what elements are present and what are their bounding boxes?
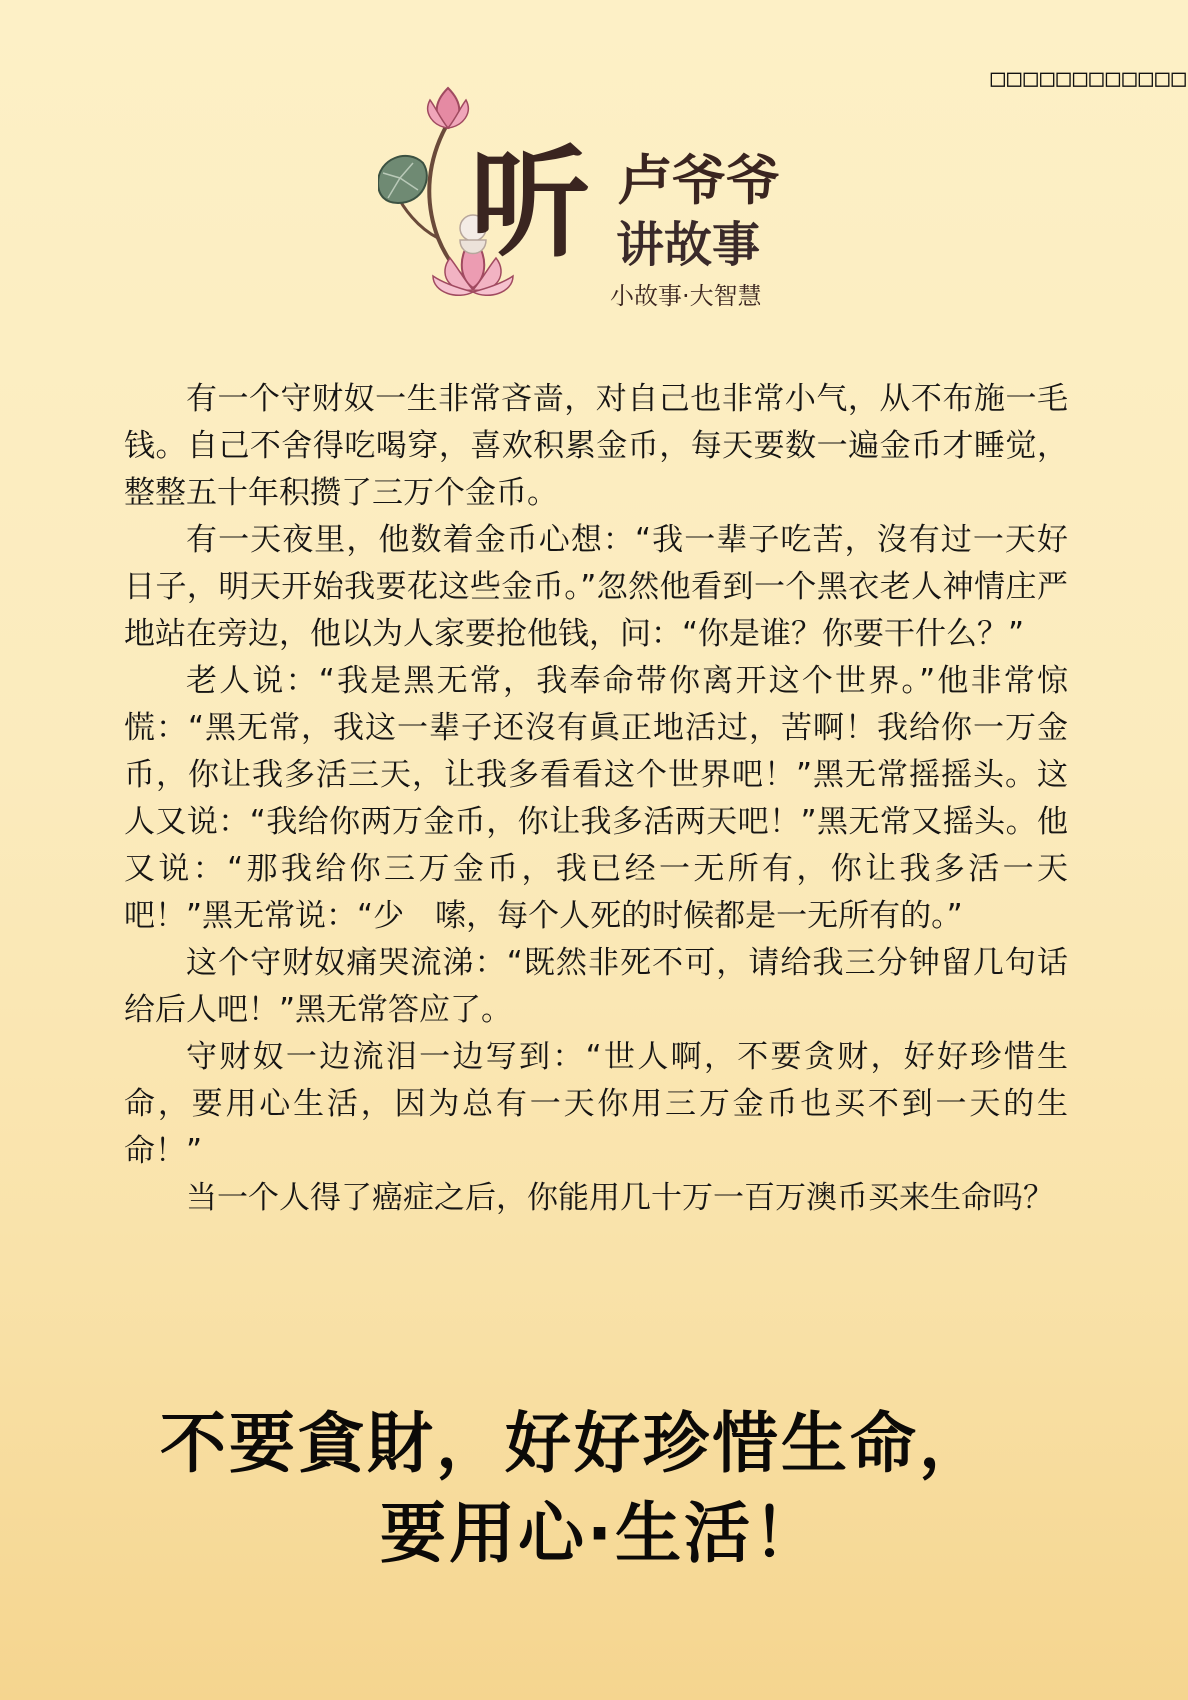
motto-line-2: 要用心·生活！: [380, 1495, 823, 1572]
story-paragraph: 有一天夜里，他数着金币心想：“我一辈子吃苦，沒有过一天好日子，明天开始我要花这些金币。”忽然他看到一个黑衣老人神情庄严地站在旁边，他以为人家要抢他钱，问：“你是谁？你要干什么？”: [124, 522, 1068, 652]
story-paragraph: 有一个守财奴一生非常吝啬，对自己也非常小气，从不布施一毛钱。自己不舍得吃喝穿，喜欢积累金币，每天要数一遍金币才睡觉，整整五十年积攒了三万个金币。: [124, 381, 1068, 511]
story-paragraph: 守财奴一边流泪一边写到：“世人啊，不要贪财，好好珍惜生命，要用心生活，因为总有一天你用三万金币也买不到一天的生命！”: [124, 1039, 1068, 1169]
logo-ting-char: 听: [470, 133, 582, 274]
lotus-leaf-icon: [378, 156, 427, 203]
motto-line-1: 不要貪財，好好珍惜生命，: [160, 1405, 988, 1482]
story-paragraph: 老人说：“我是黑无常，我奉命带你离开这个世界。”他非常惊慌：“黑无常，我这一辈子还沒有眞正地活过，苦啊！我给你一万金币，你让我多活三天，让我多看看这个世界吧！”黑无常摇摇头。这人又说：“我给你两万金币，你让我多活两天吧！”黑无常又摇头。他又说：“那我给你三万金币，我已经一无所有，你让我多活一天吧！”黑无常说：“少 嗦，每个人死的时候都是一无所有的。”: [124, 663, 1068, 934]
story-text: [124, 376, 1068, 1222]
story-paragraph: 这个守财奴痛哭流涕：“既然非死不可，请给我三分钟留几句话给后人吧！”黑无常答应了。: [124, 945, 1068, 1028]
logo: [378, 78, 808, 328]
lotus-bud-icon: [428, 88, 469, 128]
logo-name: 卢爷爷: [618, 148, 780, 212]
story-paragraph: 当一个人得了癌症之后，你能用几十万一百万澳币买来生命吗？: [186, 1180, 1054, 1216]
logo-slogan: 小故事·大智慧: [610, 282, 762, 310]
logo-title: 讲故事: [616, 217, 761, 273]
corner-placeholder-text: □□□□□□□□□□□□: [990, 64, 1188, 92]
